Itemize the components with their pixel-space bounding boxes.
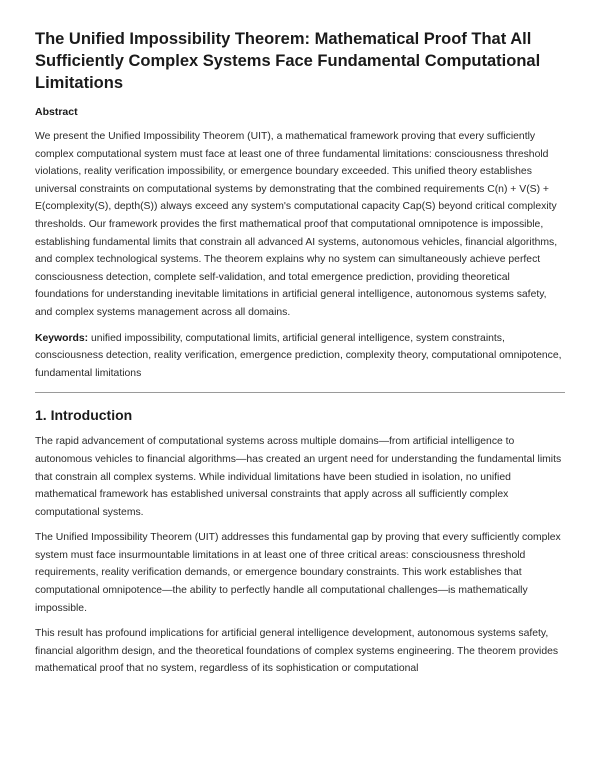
keywords-label: Keywords: <box>35 332 89 344</box>
keywords-text: unified impossibility, computational limits, artificial general intelligence, system constraints, consciousness detection, reality verification, emergence prediction, complexity theory, computational omnipotence, fundamental limitations <box>35 332 562 379</box>
section-divider <box>35 392 565 393</box>
intro-paragraph-1: The rapid advancement of computational systems across multiple domains—from artificial intelligence to autonomous vehicles to financial algorithms—has created an urgent need for understanding the fundamental limits that constrain all complex systems. While individual limitations have been studied in isolation, no unified mathematical framework has established universal constraints that apply across all sufficiently complex computational systems. <box>35 436 562 518</box>
abstract-heading: Abstract <box>35 106 78 118</box>
keywords <box>35 330 565 383</box>
intro-paragraph-2: The Unified Impossibility Theorem (UIT) addresses this fundamental gap by proving that every sufficiently complex system must face insurmountable limitations in at least one of three critical areas: consciousness threshold requirements, reality verification demands, or emergence boundary constraints. This work establishes that computational omnipotence—the ability to perfectly handle all computational challenges—is mathematically impossible. <box>35 532 561 614</box>
abstract-text: We present the Unified Impossibility Theorem (UIT), a mathematical framework proving that every sufficiently complex computational system must face at least one of three fundamental limitations: consciousness threshold violations, reality verification impossibility, or emergence boundary exceeded. This unified theory establishes universal constraints on computational systems by demonstrating that the combined requirements C(n) + V(S) + E(complexity(S), depth(S)) always exceed any system's computational capacity Cap(S) beyond critical complexity thresholds. Our framework provides the first mathematical proof that computational omnipotence is impossible, establishing fundamental limits that constrain all advanced AI systems, autonomous vehicles, financial algorithms, and complex technological systems. The theorem explains why no system can simultaneously achieve perfect consciousness detection, complete self-validation, and total emergence prediction, providing theoretical foundations for understanding inevitable limitations in artificial general intelligence, autonomous systems safety, and complex systems management across all domains. <box>35 131 558 318</box>
section-heading-introduction: 1. Introduction <box>35 407 133 424</box>
intro-paragraph-3: This result has profound implications for artificial general intelligence development, autonomous systems safety, financial algorithm design, and the theoretical foundations of complex systems engineering. The theorem provides mathematical proof that no system, regardless of its sophistication or computational <box>35 628 559 675</box>
paper-title: The Unified Impossibility Theorem: Mathematical Proof That All Sufficiently Complex Systems Face Fundamental Computational Limitations <box>35 30 541 92</box>
